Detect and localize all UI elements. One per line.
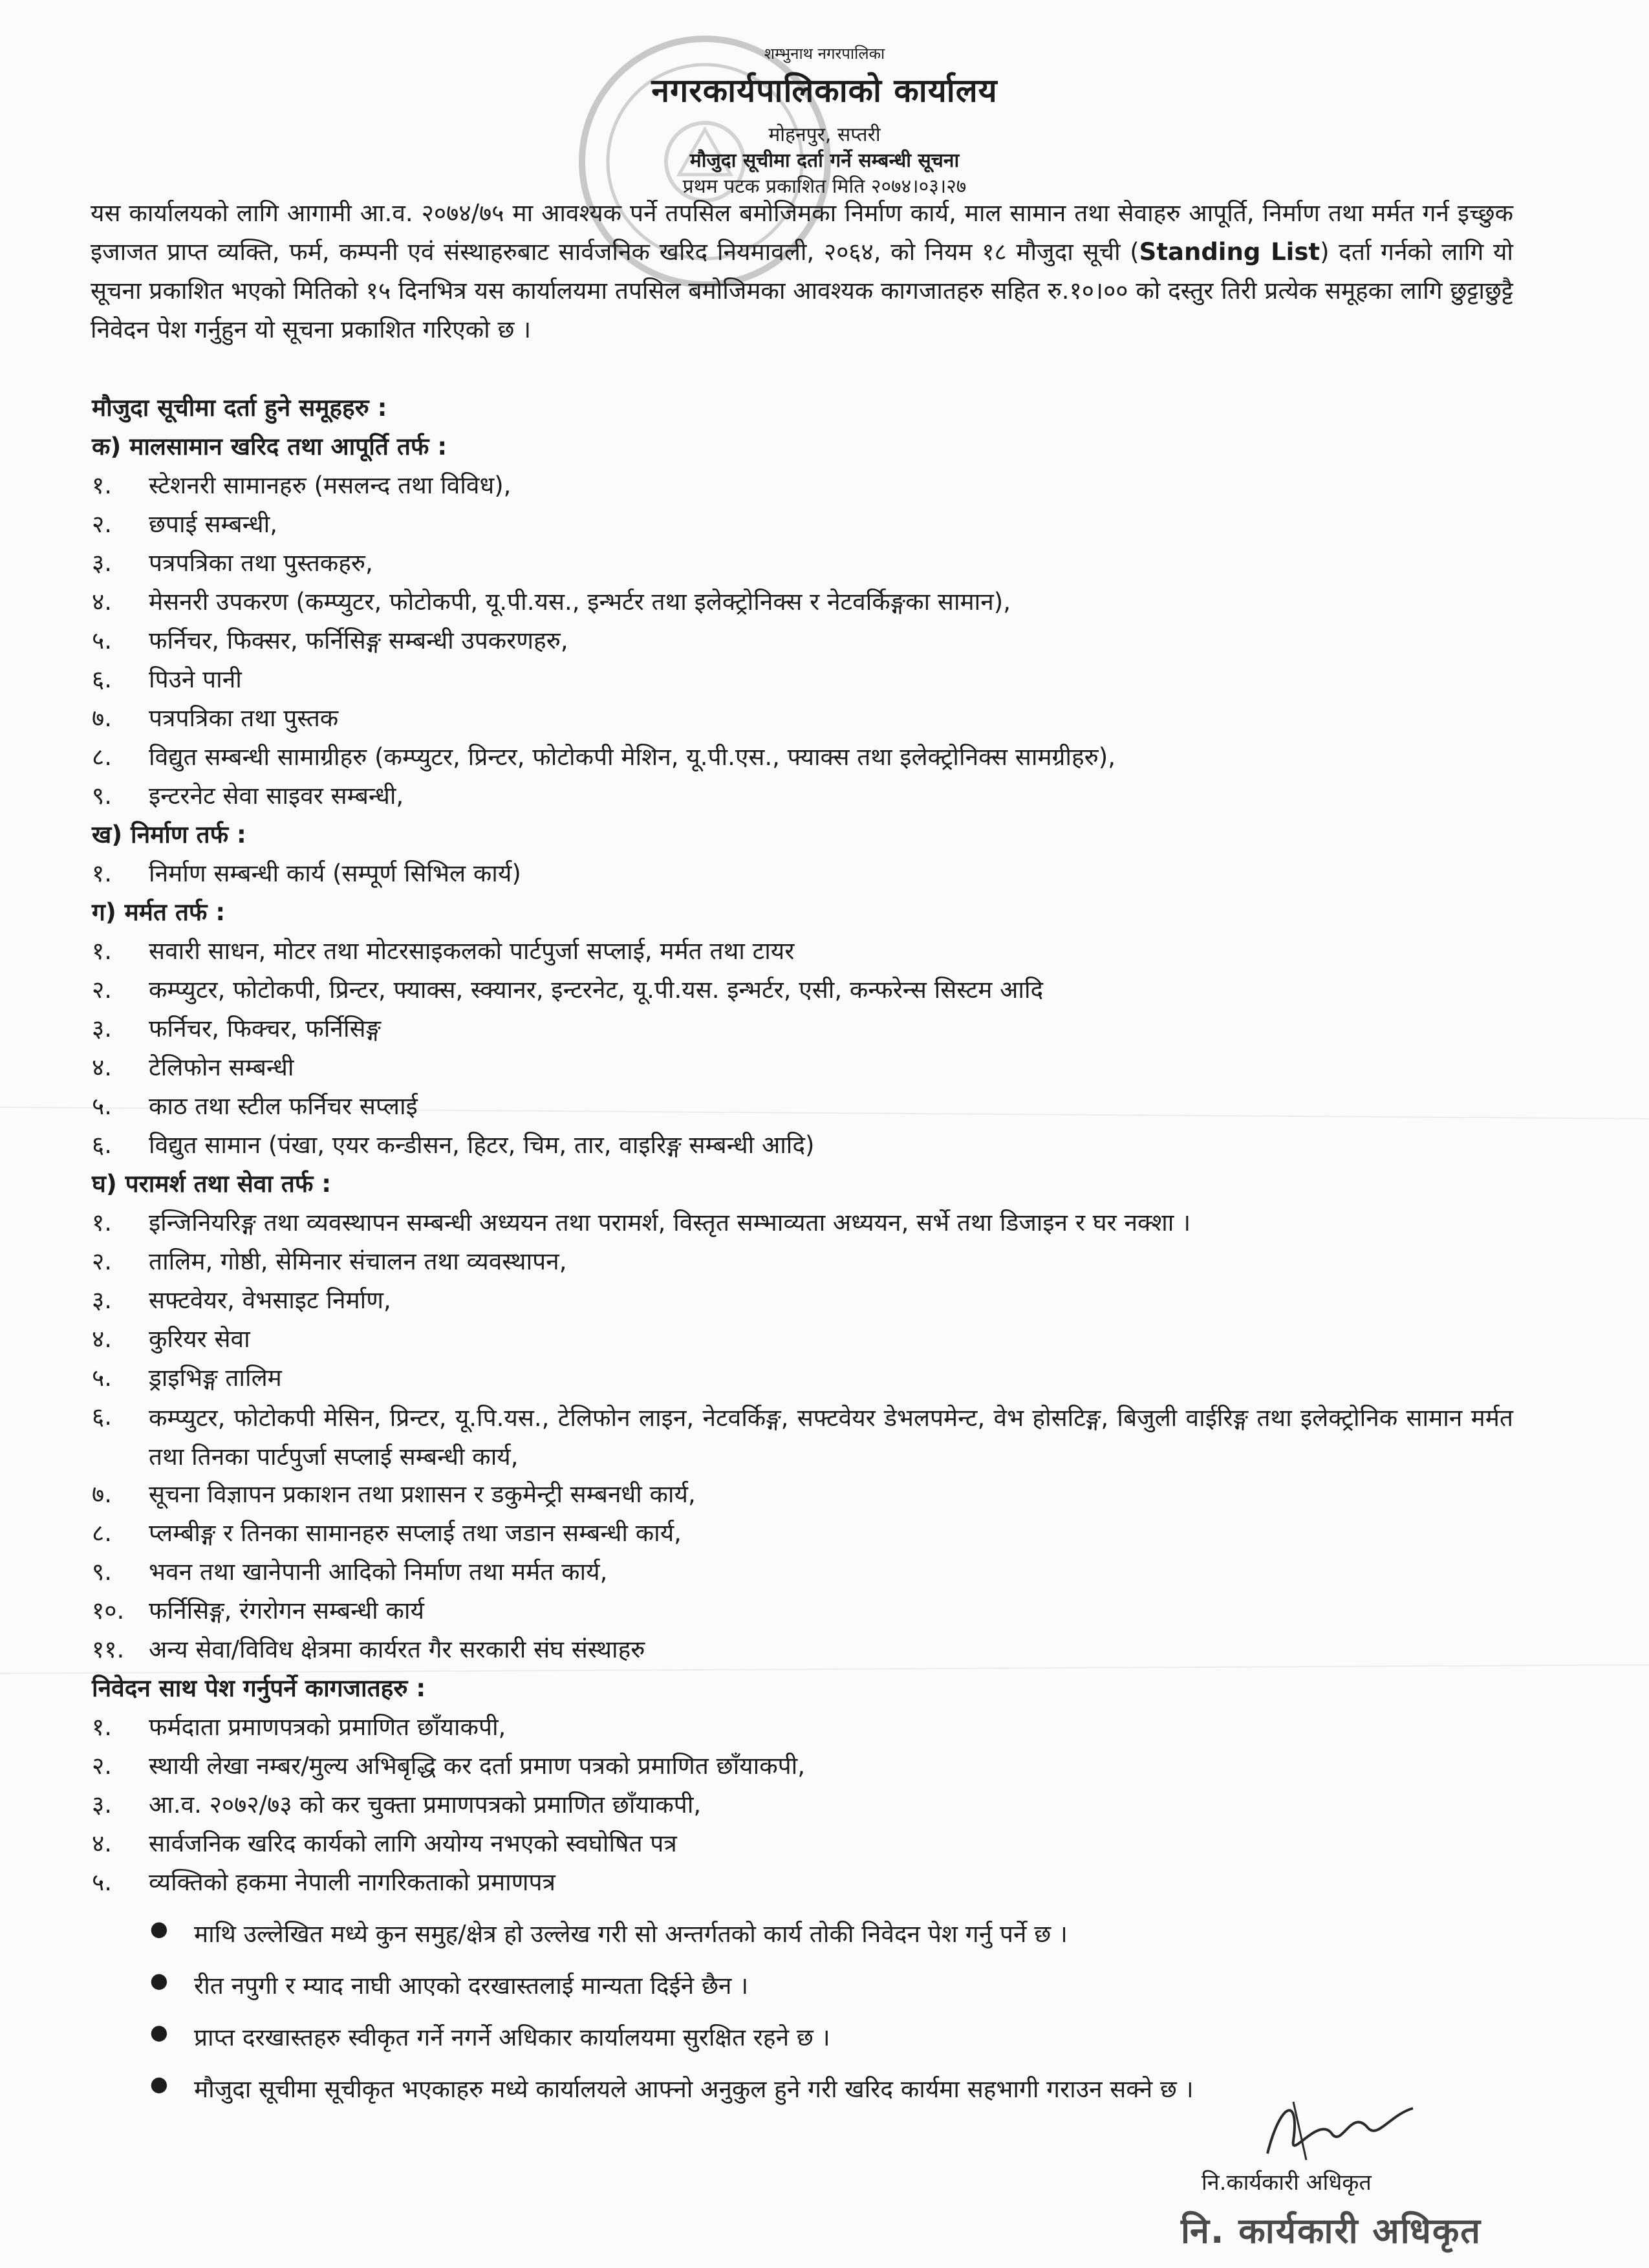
documents-heading: निवेदन साथ पेश गर्नुपर्ने कागजातहरु : xyxy=(92,1674,426,1702)
bullet-icon: ● xyxy=(150,2071,168,2096)
municipality-name: शम्भुनाथ नगरपालिका xyxy=(764,45,885,63)
signature-icon xyxy=(1255,2089,1423,2166)
office-address: मोहनपुर, सप्तरी xyxy=(768,124,881,146)
bullet-icon: ● xyxy=(150,1968,168,1993)
publish-date: प्रथम पटक प्रकाशित मिति २०७४।०३।२७ xyxy=(682,175,967,198)
intro-text-1: यस कार्यालयको लागि आगामी आ.व. २०७४/७५ मा आवश्यक पर्ने तपसिल बमोजिमका निर्माण कार्य, माल सामान तथा सेवाहरु आपूर्ति, निर्माण तथा मर्मत गर्न इच्छुक इजाजत प्राप्त व्यक्ति, फर्म, कम्पनी एवं संस्थाहरुबाट सार्वजनिक खरिद नियमावली, २०६४, को नियम १८ मौजुदा सूची ( xyxy=(91,199,1514,266)
list-item-text: कम्प्युटर, फोटोकपी मेसिन, प्रिन्टर, यू.पि.यस., टेलिफोन लाइन, नेटवर्किङ्ग, सफ्टवेयर डेभलपमेन्ट, वेभ होसटिङ्ग, बिजुली वाईरिङ्ग तथा इलेक्ट्रोनिक सामान मर्मत तथा तिनका पार्टपुर्जा सप्लाई सम्बन्धी कार्य, xyxy=(149,1404,1513,1471)
section-ga-heading: ग) मर्मत तर्फ : xyxy=(92,898,226,926)
office-title: नगरकार्यपालिकाको कार्यालय xyxy=(651,72,998,109)
section-kha-heading: ख) निर्माण तर्फ : xyxy=(92,821,246,848)
section-ka-heading: क) मालसामान खरिद तथा आपूर्ति तर्फ : xyxy=(92,433,447,460)
bullet-icon: ● xyxy=(150,2020,168,2044)
signatory-role: नि.कार्यकारी अधिकृत xyxy=(1202,2170,1372,2196)
notice-title: मौजुदा सूचीमा दर्ता गर्ने सम्बन्धी सूचना xyxy=(689,149,960,172)
intro-text-2: ) दर्ता गर्नको लागि यो सूचना प्रकाशित भएको मितिको १५ दिनभित्र यस कार्यालयमा तपसिल बमोजिमका आवश्यक कागजातहरु सहित रु.१०।०० को दस्तुर तिरी प्रत्येक समूहका लागि छुट्टाछुट्टै निवेदन पेश गर्नुहुन यो सूचना प्रकाशित गरिएको छ । xyxy=(91,238,1513,343)
bullet-icon: ● xyxy=(150,1916,168,1941)
groups-heading: मौजुदा सूचीमा दर्ता हुने समूहहरु : xyxy=(92,394,387,422)
intro-paragraph xyxy=(91,194,1513,349)
section-gha-heading: घ) परामर्श तथा सेवा तर्फ : xyxy=(92,1170,332,1198)
signatory-stamp: नि. कार्यकारी अधिकृत xyxy=(1181,2210,1482,2251)
notice-document: शम्भुनाथ नगरपालिका नगरकार्यपालिकाको कार्यालय मोहनपुर, सप्तरी मौजुदा सूचीमा दर्ता गर्ने सम्बन्धी सूचना प्रथम पटक प्रकाशित मिति २०७४।०३।२७ यस कार्यालयको लागि आगामी आ.व. २०७४/७५ मा आवश्यक पर्ने तपसिल बमोजिमका निर्माण कार्य, माल सामान तथा सेवाहरु आपूर्ति, निर्माण तथा मर्मत गर्न इच्छुक इजाजत प्राप्त व्यक्ति, फर्म, कम्पनी एवं संस्थाहरुबाट सार्वजनिक खरिद नियमावली, २०६४, को नियम १८ मौजुदा सूची (Standing List) दर्ता गर्नको लागि यो सूचना प्रकाशित भएको मितिको १५ दिनभित्र यस कार्यालयमा तपसिल बमोजिमका आवश्यक कागजातहरु सहित रु.१०।०० को दस्तुर तिरी प्रत्येक समूहका लागि छुट्टाछुट्टै निवेदन पेश गर्नुहुन यो सूचना प्रकाशित गरिएको छ । मौजुदा सूचीमा दर्ता हुने समूहहरु : क) मालसामान खरिद तथा आपूर्ति तर्फ : १. स्टेशनरी सामानहरु (मसलन्द तथा विविध), २. छपाई सम्बन्धी, ३. पत्रपत्रिका तथा पुस्तकहरु, ४. मेसनरी उपकरण (कम्प्युटर, फोटोकपी, यू.पी.यस., इन्भर्टर तथा इलेक्ट्रोनिक्स र नेटवर्किङ्गका सामान), ५. फर्निचर, फिक्सर, फर्निसिङ्ग सम्बन्धी उपकरणहरु, ६. पिउने पानी ७. पत्रपत्रिका तथा पुस्तक ८. विद्युत सम्बन्धी सामाग्रीहरु (कम्प्युटर, प्रिन्टर, फोटोकपी मेशिन, यू.पी.एस., फ्याक्स तथा इलेक्ट्रोनिक्स सामग्रीहरु), ९. इन्टरनेट सेवा साइवर सम्बन्धी, ख) निर्माण तर्फ : १. निर्माण सम्बन्धी कार्य (सम्पूर्ण सिभिल कार्य) ग) मर्मत तर्फ : १. सवारी साधन, मोटर तथा मोटरसाइकलको पार्टपुर्जा सप्लाई, मर्मत तथा टायर २. कम्प्युटर, फोटोकपी, प्रिन्टर, फ्याक्स, स्क्यानर, इन्टरनेट, यू.पी.यस. इन्भर्टर, एसी, कन्फरेन्स सिस्टम आदि ३. फर्निचर, फिक्चर, फर्निसिङ्ग ४. टेलिफोन सम्बन्धी ५. काठ तथा स्टील फर्निचर सप्लाई ६. विद्युत सामान (पंखा, एयर कन्डीसन, हिटर, चिम, तार, वाइरिङ्ग सम्बन्धी आदि) घ) परामर्श तथा सेवा तर्फ : १. इन्जिनियरिङ्ग तथा व्यवस्थापन सम्बन्धी अध्ययन तथा परामर्श, विस्तृत सम्भाव्यता अध्ययन, सर्भे तथा डिजाइन र घर नक्शा । २. तालिम, गोष्ठी, सेमिनार संचालन तथा व्यवस्थापन, ३. सफ्टवेयर, वेभसाइट निर्माण, ४. कुरियर सेवा ५. ड्राइभिङ्ग तालिम ६. कम्प्युटर, फोटोकपी मेसिन, प्रिन्टर, यू.पि.यस., टेलिफोन लाइन, नेटवर्किङ्ग, सफ्टवेयर डेभलपमेन्ट, वेभ होसटिङ्ग, बिजुली वाईरिङ्ग तथा इलेक्ट्रोनिक सामान मर्मत तथा तिनका पार्टपुर्जा सप्लाई सम्बन्धी कार्य, ७. सूचना विज्ञापन प्रकाशन तथा प्रशासन र डकुमेन्ट्री सम्बनधी कार्य, ८. प्लम्बीङ्ग र तिनका सामानहरु सप्लाई तथा जडान सम्बन्धी कार्य, ९. भवन तथा खानेपानी आदिको निर्माण तथा मर्मत कार्य, १०. फर्निसिङ्ग, रंगरोगन सम्बन्धी कार्य ११. अन्य सेवा/विविध क्षेत्रमा कार्यरत गैर सरकारी संघ संस्थाहरु निवेदन साथ पेश गर्नुपर्ने कागजातहरु : १. फर्मदाता प्रमाणपत्रको प्रमाणित छाँयाकपी, २. स्थायी लेखा नम्बर/मुल्य अभिबृद्धि कर दर्ता प्रमाण पत्रको प्रमाणित छाँयाकपी, ३. आ.व. २०७२/७३ को कर चुक्ता प्रमाणपत्रको प्रमाणित छाँयाकपी, ४. सार्वजनिक खरिद कार्यको लागि अयोग्य नभएको स्वघोषित पत्र ५. व्यक्तिको हकमा नेपाली नागरिकताको प्रमाणपत्र ● माथि उल्लेखित मध्ये कुन समुह/क्षेत्र हो उल्लेख गरी सो अन्तर्गतको कार्य तोकी निवेदन पेश गर्नु पर्ने छ । ● रीत नपुगी र म्याद नाघी आएको दरखास्तलाई मान्यता दिईने छैन । ● प्राप्त दरखास्तहरु स्वीकृत गर्ने नगर्ने अधिकार कार्यालयमा सुरक्षित रहने छ । ● मौजुदा सूचीमा सूचीकृत भएकाहरु मध्ये कार्यालयले आफ्नो अनुकुल हुने गरी खरिद कार्यमा सहभागी गराउन सक्ने छ । नि.कार्यकारी अधिकृत नि. कार्यकारी अधिकृत xyxy=(0,0,1649,2268)
intro-standing-list: Standing List xyxy=(1139,238,1320,266)
